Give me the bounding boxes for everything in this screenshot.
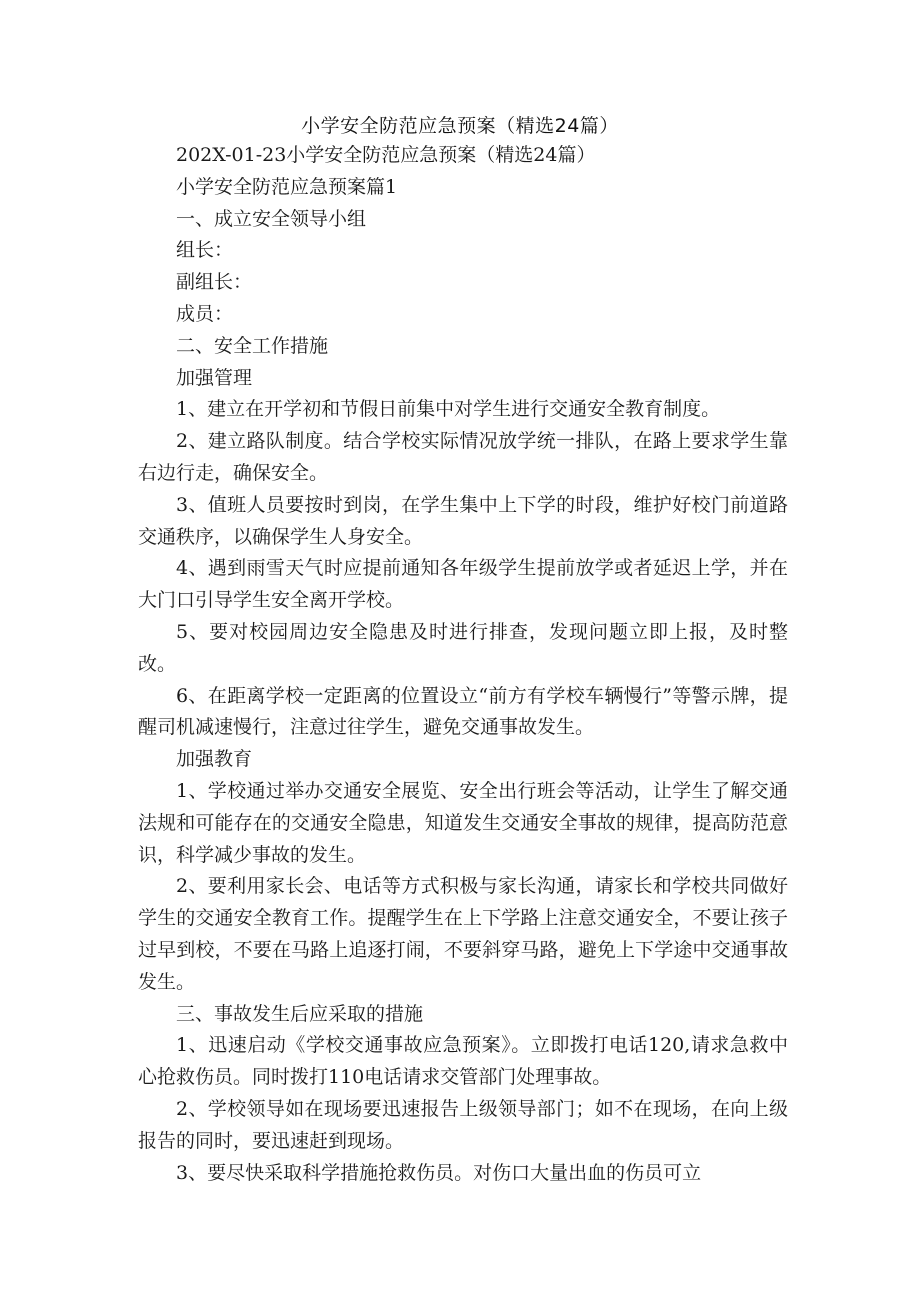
paragraph: 1、迅速启动《学校交通事故应急预案》。立即拨打电话120,请求急救中心抢救伤员。同时拨打110电话请求交管部门处理事故。 bbox=[138, 1034, 788, 1089]
members-line: 成员： bbox=[176, 302, 234, 325]
document-body bbox=[138, 140, 788, 1189]
deputy-leader-line: 副组长： bbox=[176, 271, 253, 294]
paragraph: 1、学校通过举办交通安全展览、安全出行班会等活动，让学生了解交通法规和可能存在的交通安全隐患，知道发生交通安全事故的规律，提高防范意识，科学减少事故的发生。 bbox=[138, 779, 788, 866]
heading-3: 三、事故发生后应采取的措施 bbox=[176, 1002, 424, 1025]
paragraph: 2、学校领导如在现场要迅速报告上级领导部门；如不在现场，在向上级报告的同时，要迅速赶到现场。 bbox=[138, 1097, 788, 1152]
heading-1: 一、成立安全领导小组 bbox=[176, 207, 367, 230]
paragraph: 6、在距离学校一定距离的位置设立“前方有学校车辆慢行”等警示牌，提醒司机减速慢行，注意过往学生，避免交通事故发生。 bbox=[138, 684, 788, 739]
heading-2: 二、安全工作措施 bbox=[176, 334, 329, 357]
paragraph: 3、值班人员要按时到岗，在学生集中上下学的时段，维护好校门前道路交通秩序，以确保学生人身安全。 bbox=[138, 493, 788, 548]
subheading-management: 加强管理 bbox=[176, 366, 253, 389]
paragraph: 2、要利用家长会、电话等方式积极与家长沟通，请家长和学校共同做好学生的交通安全教育工作。提醒学生在上下学路上注意交通安全，不要让孩子过早到校，不要在马路上追逐打闹，不要斜穿马路，避免上下学途中交通事故发生。 bbox=[138, 875, 788, 993]
paragraph: 1、建立在开学初和节假日前集中对学生进行交通安全教育制度。 bbox=[176, 398, 721, 421]
paragraph: 5、要对校园周边安全隐患及时进行排查，发现问题立即上报，及时整改。 bbox=[138, 620, 788, 675]
paragraph: 2、建立路队制度。结合学校实际情况放学统一排队，在路上要求学生靠右边行走，确保安全。 bbox=[138, 430, 788, 484]
paragraph: 4、遇到雨雪天气时应提前通知各年级学生提前放学或者延迟上学，并在大门口引导学生安全离开学校。 bbox=[138, 557, 788, 612]
date-line: 202X-01-23小学安全防范应急预案（精选24篇） bbox=[176, 144, 596, 166]
leader-line: 组长： bbox=[176, 239, 234, 262]
document-title: 小学安全防范应急预案（精选24篇） bbox=[301, 115, 619, 137]
subheading-education: 加强教育 bbox=[176, 748, 253, 771]
paragraph: 3、要尽快采取科学措施抢救伤员。对伤口大量出血的伤员可立 bbox=[176, 1161, 702, 1184]
section-heading: 小学安全防范应急预案篇1 bbox=[176, 175, 398, 198]
